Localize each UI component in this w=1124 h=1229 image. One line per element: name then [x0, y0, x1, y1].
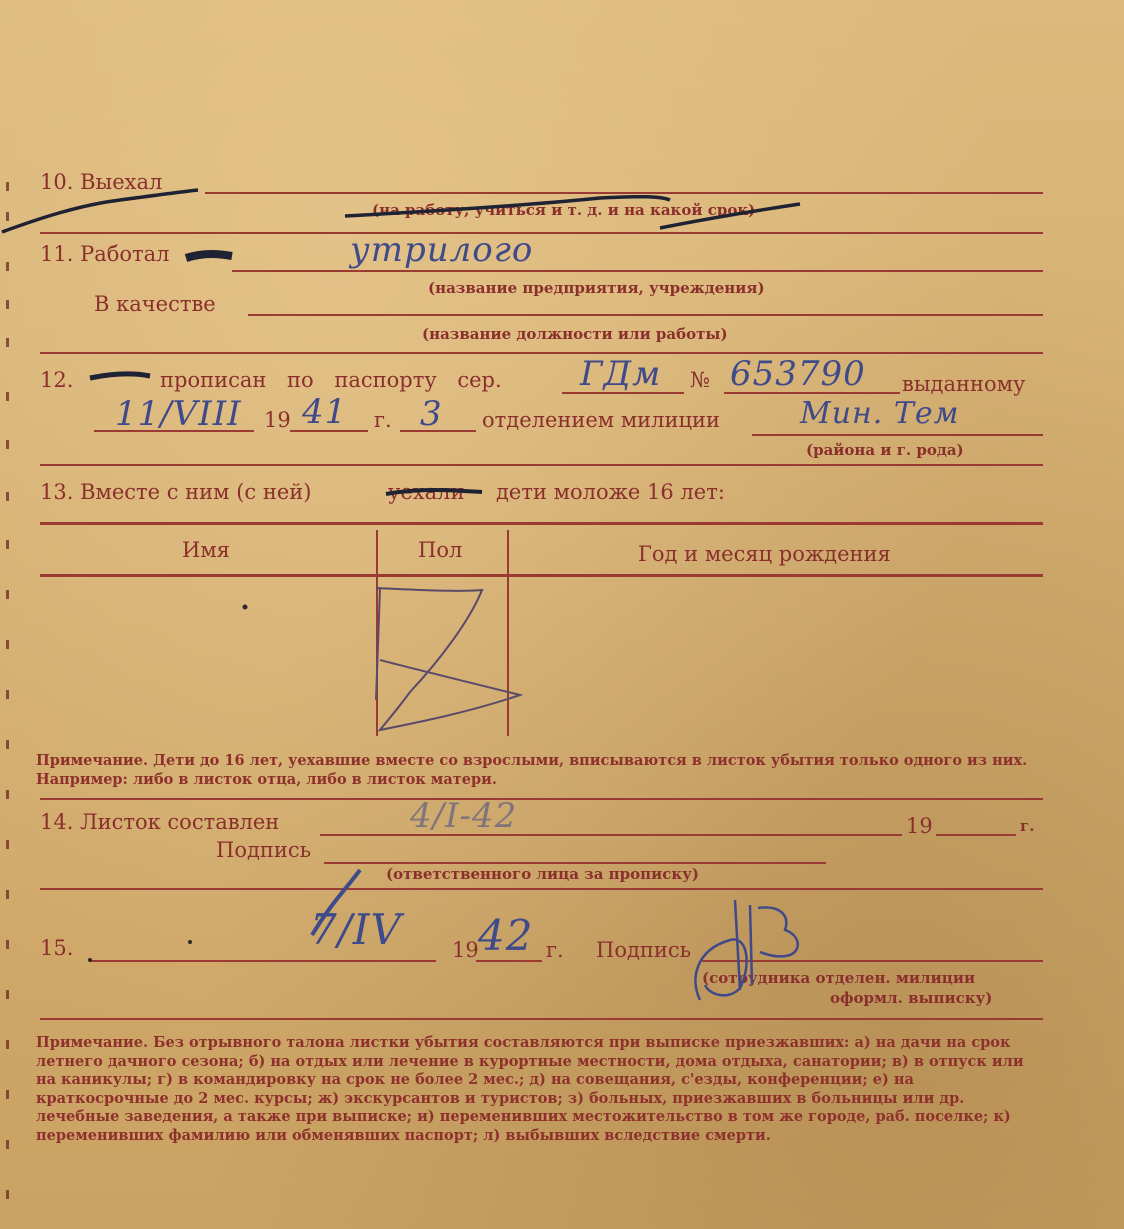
label-issued: выданному — [902, 372, 1026, 396]
col-header-name: Имя — [182, 538, 230, 562]
label-compiled: 14. Листок составлен — [40, 810, 280, 834]
hint-officer-2: оформл. выписку) — [830, 989, 993, 1007]
handwritten-city: Мин. Тем — [800, 396, 960, 431]
label-signature-14: Подпись — [216, 838, 312, 862]
hint-workplace: (название предприятия, учреждения) — [428, 279, 765, 297]
handwritten-workplace: утрилого — [350, 230, 534, 270]
struck-word: уехали — [388, 480, 465, 504]
label-registered: прописан по паспорту сер. — [160, 368, 502, 392]
year-prefix-14: 19 — [906, 814, 933, 838]
g-14: г. — [1020, 817, 1035, 835]
hint-signature-14: (ответственного лица за прописку) — [386, 865, 699, 883]
label-together: 13. Вместе с ним (с ней) — [40, 480, 312, 504]
label-signature-15: Подпись — [596, 938, 692, 962]
label-12-num: 12. — [40, 368, 74, 392]
handwritten-year-15: 42 — [478, 911, 534, 960]
label-position: В качестве — [94, 292, 216, 316]
label-departed: 10. Выехал — [40, 170, 163, 194]
year-prefix-12: 19 — [264, 408, 291, 432]
handwritten-passport-number: 653790 — [730, 354, 866, 394]
hint-city: (района и г. рода) — [806, 441, 964, 459]
handwritten-issue-year: 41 — [302, 392, 348, 432]
handwritten-dept-number: 3 — [420, 394, 443, 434]
label-militia-dept: отделением милиции — [482, 408, 720, 432]
col-header-sex: Пол — [418, 538, 463, 562]
label-children: дети моложе 16 лет: — [496, 480, 725, 504]
col-header-birth: Год и месяц рождения — [638, 542, 891, 566]
note-without-coupon: Примечание. Без отрывного талона листки убытия составляются при выписке приезжавших: а) на дачи на срок летнего дачного сезона; б) на отдых или лечение в курортные местности, дома отдыха, санатории; в) в отпуск или на каникулы; г) в командировку на срок не более 2 мес.; д) на совещания, с'езды, конференции; е) на краткосрочные до 2 мес. курсы; ж) экскурсантов и туристов; з) больных, приезжавших в больницы или др. лечебные заведения, а также при выписке; и) переменивших местожительство в том же городе, раб. поселке; к) переменивших фамилию или обменявших паспорт; л) выбывших вследствие смерти. — [36, 1034, 1024, 1144]
handwritten-series: ГДм — [580, 354, 662, 394]
g-15: г. — [546, 938, 564, 962]
hint-position: (название должности или работы) — [422, 325, 728, 343]
label-worked: 11. Работал — [40, 242, 170, 266]
handwritten-date-15: 7/IV — [310, 905, 402, 954]
label-15: 15. — [40, 936, 74, 960]
year-prefix-15: 19 — [452, 938, 479, 962]
hint-officer-1: (сотрудника отделен. милиции — [702, 969, 976, 987]
g-12: г. — [374, 408, 392, 432]
note-children: Примечание. Дети до 16 лет, уехавшие вместе со взрослыми, вписываются в листок убытия только одного из них. Например: либо в листок отца, либо в листок матери. — [36, 752, 1028, 788]
label-number-sign: № — [690, 368, 710, 392]
hint-departed: (на работу, учиться и т. д. и на какой срок) — [372, 201, 756, 219]
handwritten-issue-date: 11/VIII — [115, 394, 242, 434]
handwritten-compiled-date: 4/I-42 — [410, 796, 518, 836]
